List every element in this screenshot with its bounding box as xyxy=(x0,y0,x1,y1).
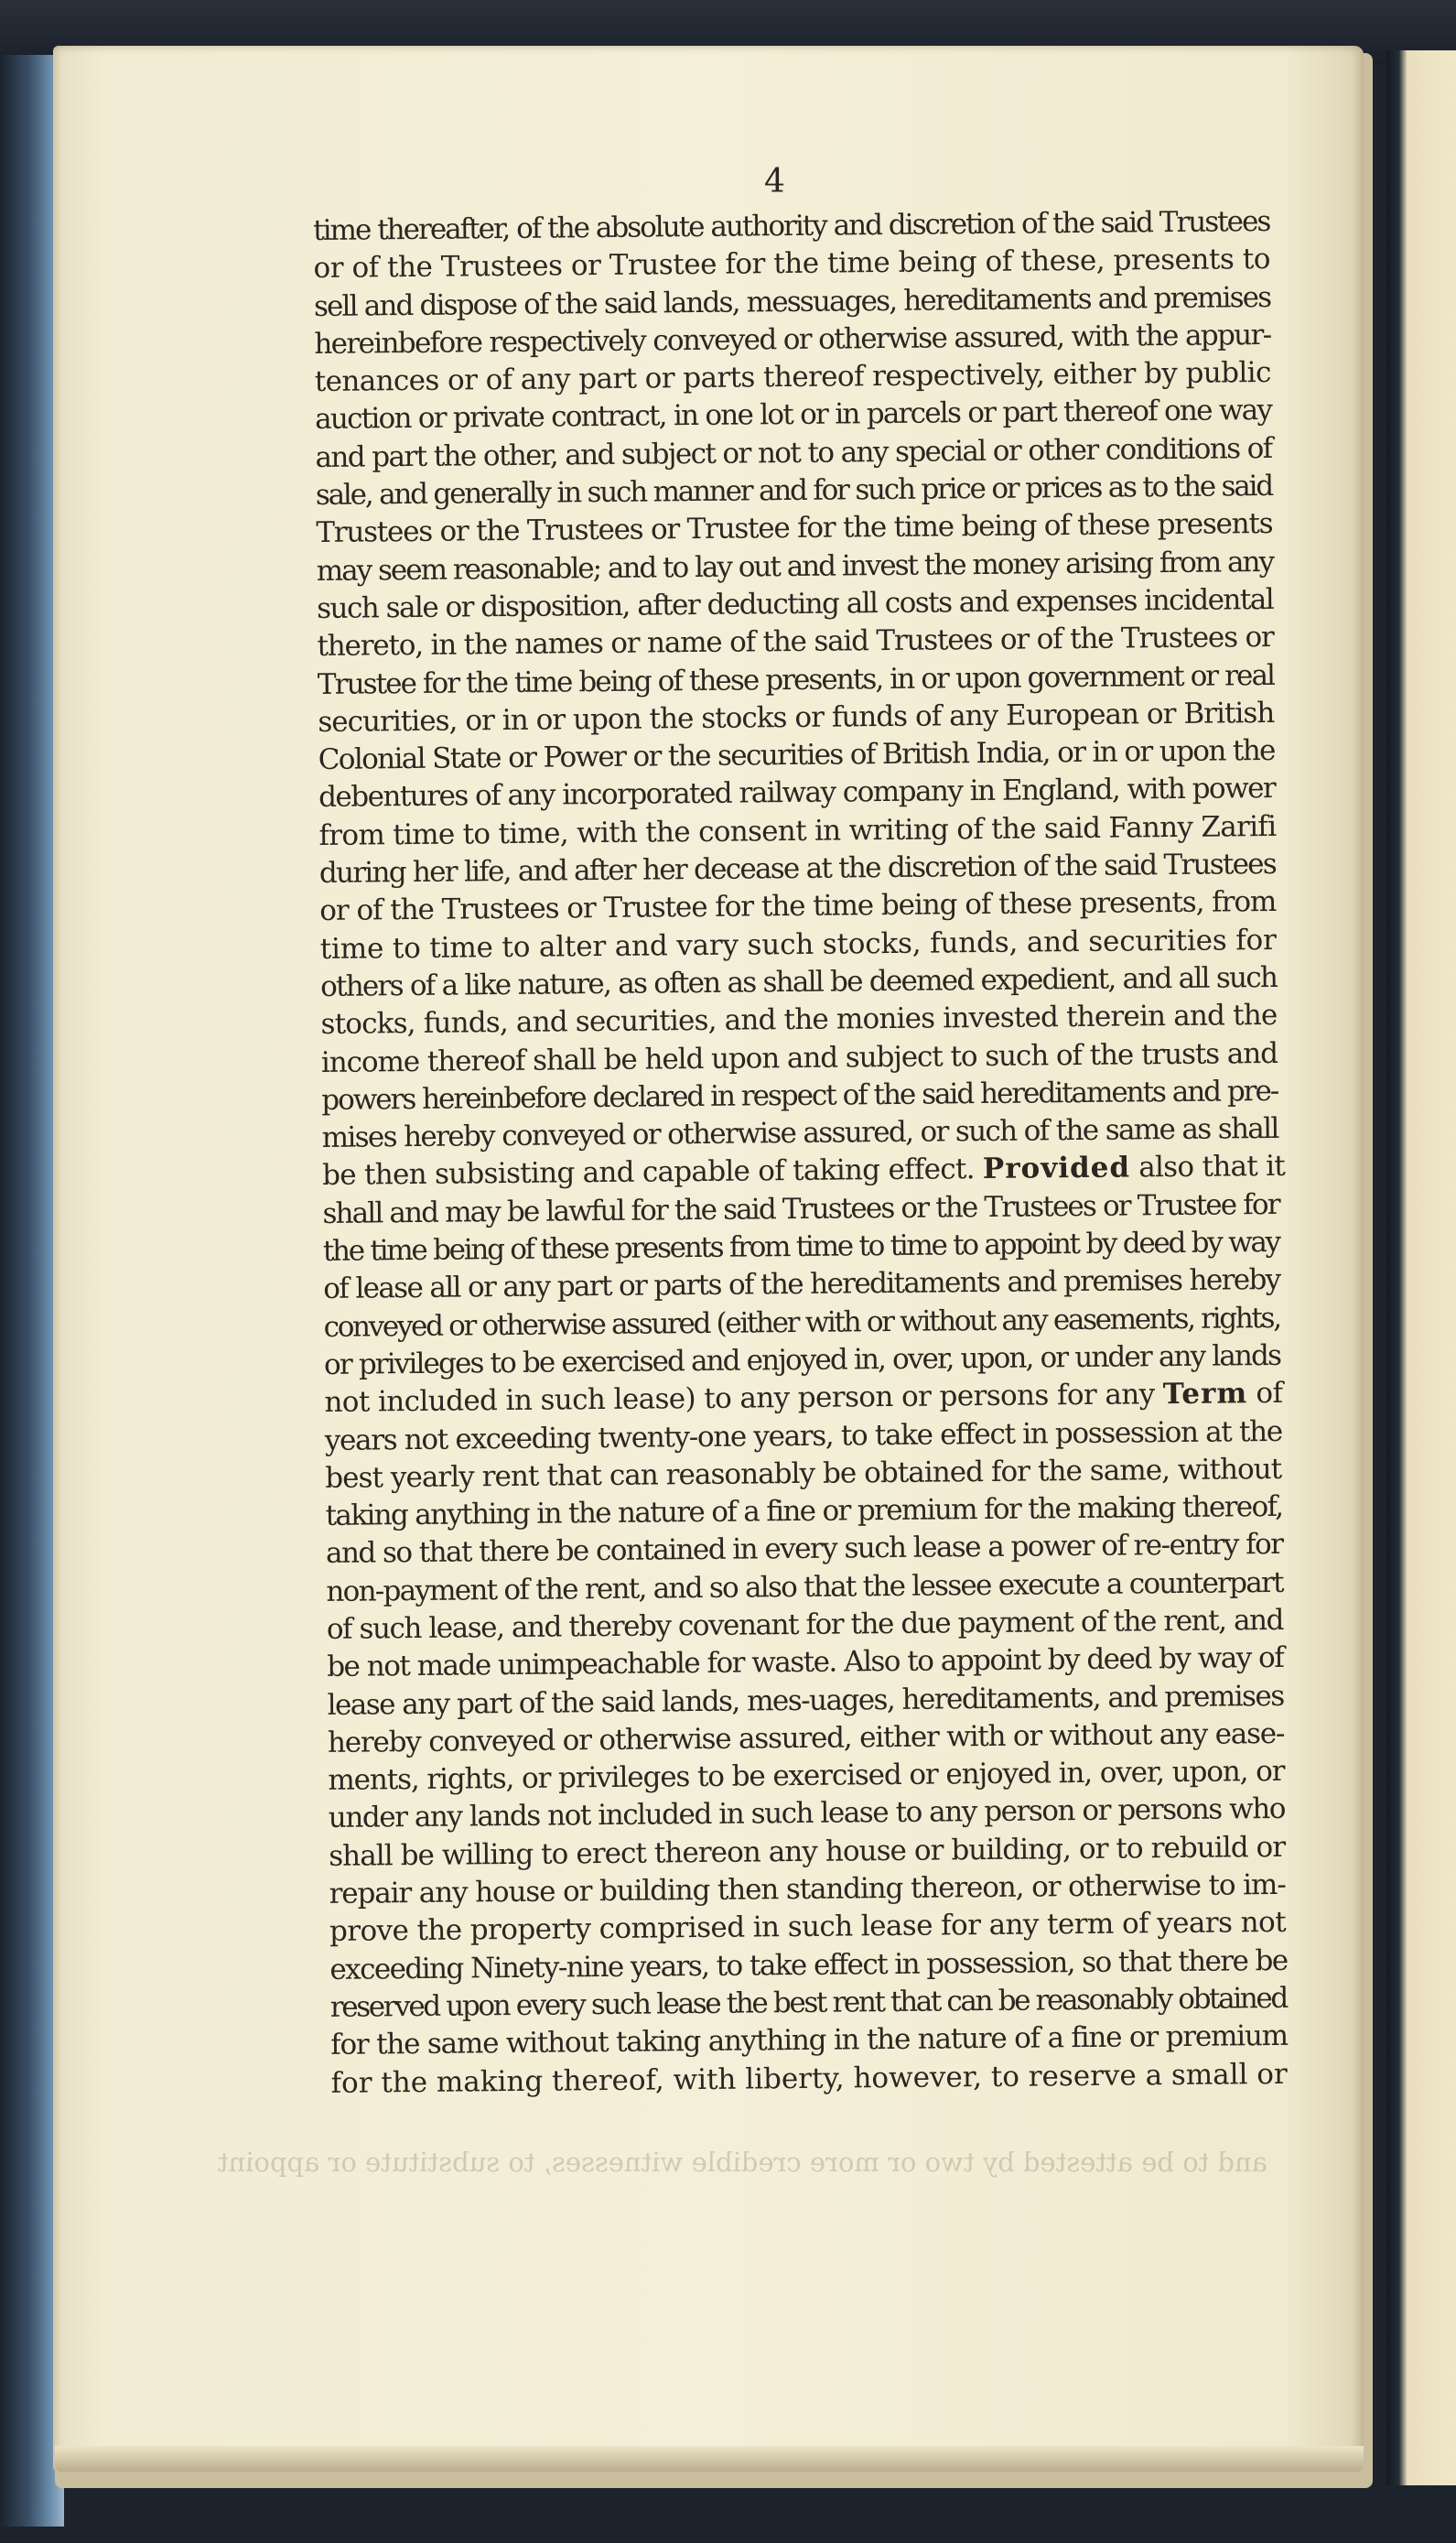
text-line: of lease all or any part or parts of the hereditaments and premises hereby xyxy=(323,1263,1280,1306)
page-bottom-fold xyxy=(55,2446,1364,2472)
text-line: be not made unimpeachable for waste. Also to appoint by deed by way of xyxy=(327,1641,1284,1684)
text-line: non-payment of the rent, and so also that the lessee execute a counterpart xyxy=(326,1565,1283,1608)
text-line: reserved upon every such lease the best rent that can be reasonably obtained xyxy=(329,1981,1288,2024)
text-line: conveyed or otherwise assured (either with or without any easements, rights, xyxy=(323,1301,1280,1344)
term-word: Term xyxy=(1162,1377,1248,1412)
text-line: Colonial State or Power or the securities of British India, or in or upon the xyxy=(318,734,1275,777)
text-line: not included in such lease) to any person or persons for any Term of xyxy=(324,1377,1283,1420)
text-line: auction or private contract, in one lot or in parcels or part thereof one way xyxy=(315,394,1272,437)
text-line: during her life, and after her decease at the discretion of the said Trustees xyxy=(318,847,1277,891)
text-line: stocks, funds, and securities, and the monies invested therein and the xyxy=(320,999,1278,1042)
text-line: for the same without taking anything in the nature of a fine or premium xyxy=(330,2019,1288,2062)
text-line: hereby conveyed or otherwise assured, either with or without any ease- xyxy=(327,1716,1285,1759)
text-line: mises hereby conveyed or otherwise assured, or such of the same as shall xyxy=(321,1112,1278,1155)
text-line: shall and may be lawful for the said Trustees or the Trustees or Trustee for xyxy=(322,1187,1279,1230)
text-line: shall be willing to erect thereon any house or building, or to rebuild or xyxy=(329,1830,1286,1873)
text-line: or of the Trustees or Trustee for the time being of these presents, from xyxy=(319,885,1277,928)
text-line: tenances or of any part or parts thereof respectively, either by public xyxy=(314,356,1271,399)
text-line: thereto, in the names or name of the said Trustees or of the Trustees or xyxy=(317,621,1274,664)
text-line: may seem reasonable; and to lay out and invest the money arising from any xyxy=(316,545,1274,588)
text-line: for the making thereof, with liberty, however, to reserve a small or xyxy=(330,2057,1288,2100)
text-line: or privileges to be exercised and enjoyed in, over, upon, or under any lands xyxy=(323,1338,1281,1381)
text-line: years not exceeding twenty-one years, to take effect in possession at the xyxy=(324,1414,1282,1457)
body-text xyxy=(313,203,1288,2103)
facing-page-edge xyxy=(1386,50,1456,2485)
text-line: the time being of these presents from time to time to appoint by deed by way xyxy=(322,1225,1280,1268)
text-line: and so that there be contained in every such lease a power of re-entry for xyxy=(325,1528,1283,1571)
text-line: powers hereinbefore declared in respect of the said hereditaments and pre- xyxy=(321,1074,1278,1117)
text-line: taking anything in the nature of a fine or premium for the making thereof, xyxy=(325,1489,1283,1533)
bleed-through-text: and to be attested by two or more credible witnesses, to substitute or appoint xyxy=(217,2147,1267,2178)
text-line: others of a like nature, as often as shall be deemed expedient, and all such xyxy=(319,960,1278,1003)
text-line: income thereof shall be held upon and subject to such of the trusts and xyxy=(320,1036,1278,1079)
text-line: lease any part of the said lands, mes-uages, hereditaments, and premises xyxy=(327,1679,1284,1722)
text-line: time thereafter, of the absolute authority and discretion of the said Trustees xyxy=(313,204,1270,247)
text-line: exceeding Ninety-nine years, to take effect in possession, so that there be xyxy=(329,1943,1288,1986)
text-line: Trustees or the Trustees or Trustee for the time being of these presents xyxy=(316,507,1273,550)
text-line: sale, and generally in such manner and for such price or prices as to the said xyxy=(315,470,1273,513)
text-line: Trustee for the time being of these presents, in or upon government or real xyxy=(317,658,1275,701)
text-line: repair any house or building then standing thereon, or otherwise to im- xyxy=(329,1867,1286,1910)
text-line: under any lands not included in such lease to any person or persons who xyxy=(328,1792,1286,1835)
text-line: such sale or disposition, after deducting all costs and expenses incidental xyxy=(316,582,1274,625)
proviso-word: Provided xyxy=(982,1151,1131,1186)
text-line: or of the Trustees or Trustee for the time being of these, presents to xyxy=(313,243,1271,286)
text-line: securities, or in or upon the stocks or funds of any European or British xyxy=(318,696,1275,739)
text-line: and part the other, and subject or not to any special or other conditions of xyxy=(315,431,1272,474)
text-line: debentures of any incorporated railway company in England, with power xyxy=(318,772,1276,815)
page-number: 4 xyxy=(764,163,785,200)
text-line: from time to time, with the consent in writing of the said Fanny Zarifi xyxy=(318,809,1277,852)
text-line: best yearly rent that can reasonably be obtained for the same, without xyxy=(325,1452,1282,1495)
text-line: prove the property comprised in such lease for any term of years not xyxy=(329,1906,1287,1949)
text-line: sell and dispose of the said lands, messuages, hereditaments and premises xyxy=(313,280,1271,323)
text-line: ments, rights, or privileges to be exercised or enjoyed in, over, upon, or xyxy=(328,1755,1285,1798)
text-line: time to time to alter and vary such stocks, funds, and securities for xyxy=(319,923,1277,966)
text-line: be then subsisting and capable of taking effect. Provided also that it xyxy=(321,1150,1286,1193)
text-line: hereinbefore respectively conveyed or otherwise assured, with the appur- xyxy=(314,318,1271,361)
text-line: of such lease, and thereby covenant for the due payment of the rent, and xyxy=(326,1603,1284,1646)
